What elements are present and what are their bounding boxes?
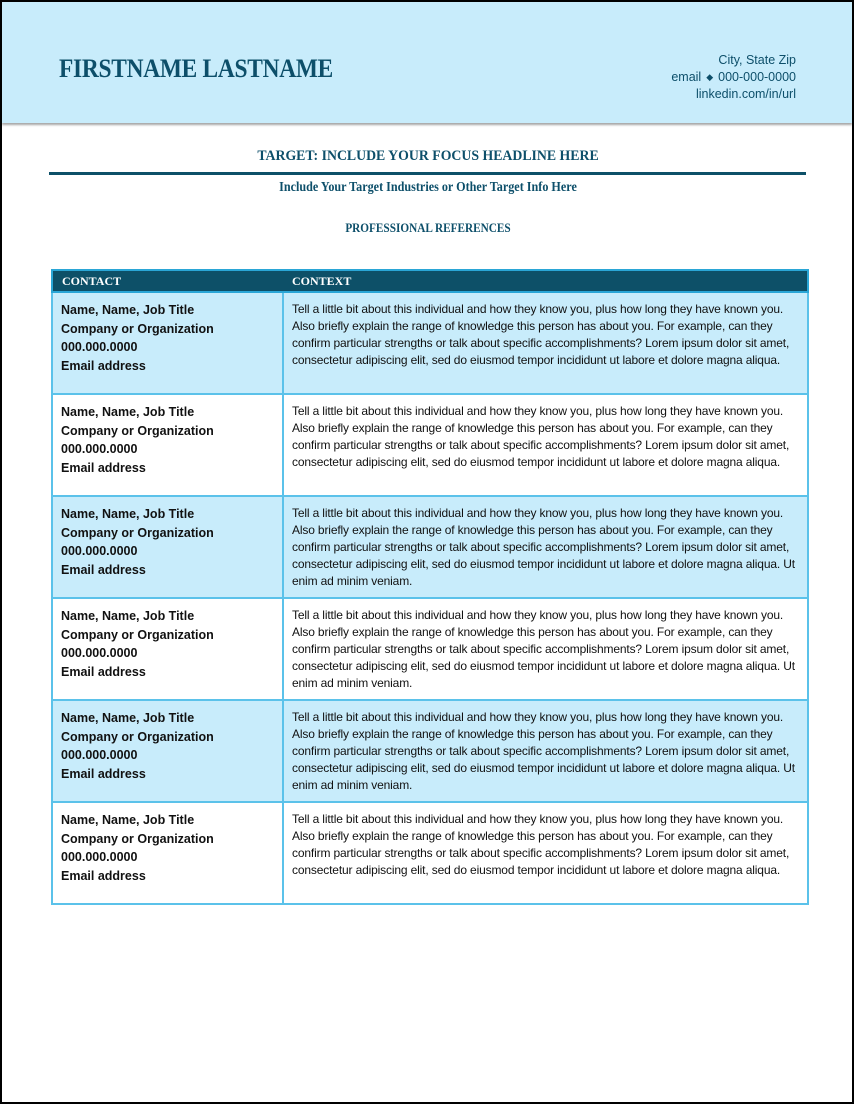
context-cell: Tell a little bit about this individual and how they know you, plus how long they have known you. Also briefly explain the range of knowledge this person has about you. For example, can they confirm particular strengths or talk about specific accomplishments? Lorem ipsum dolor sit amet, consectetur adipiscing elit, sed do eiusmod tempor incididunt ut labore et dolore magna aliqua. bbox=[283, 394, 808, 496]
reference-name: Name, Name, Job Title bbox=[61, 609, 195, 623]
contact-cell bbox=[52, 394, 283, 496]
reference-name: Name, Name, Job Title bbox=[61, 303, 195, 317]
context-cell: Tell a little bit about this individual and how they know you, plus how long they have known you. Also briefly explain the range of knowledge this person has about you. For example, can they confirm particular strengths or talk about specific accomplishments? Lorem ipsum dolor sit amet, consectetur adipiscing elit, sed do eiusmod tempor incididunt ut labore et dolore magna aliqua. Ut enim ad minim veniam. bbox=[283, 496, 808, 598]
table-row bbox=[52, 802, 808, 904]
reference-email[interactable]: Email address bbox=[61, 868, 146, 883]
table-row bbox=[52, 700, 808, 802]
reference-email[interactable]: Email address bbox=[61, 562, 146, 577]
contact-cell bbox=[52, 598, 283, 700]
reference-phone: 000.000.0000 bbox=[61, 850, 138, 864]
contact-cell bbox=[52, 292, 283, 394]
reference-company: Company or Organization bbox=[61, 525, 214, 540]
column-header-context: CONTEXT bbox=[283, 270, 808, 292]
reference-name: Name, Name, Job Title bbox=[61, 507, 195, 521]
table-row bbox=[52, 598, 808, 700]
reference-name: Name, Name, Job Title bbox=[61, 711, 195, 725]
city-state-zip: City, State Zip bbox=[718, 53, 796, 67]
column-header-contact: CONTACT bbox=[52, 270, 283, 292]
contact-cell bbox=[52, 700, 283, 802]
reference-phone: 000.000.0000 bbox=[61, 442, 138, 456]
reference-email[interactable]: Email address bbox=[61, 358, 146, 373]
reference-company: Company or Organization bbox=[61, 729, 214, 744]
table-row bbox=[52, 292, 808, 394]
reference-email[interactable]: Email address bbox=[61, 766, 146, 781]
diamond-bullet-icon: ◆ bbox=[706, 72, 714, 82]
reference-company: Company or Organization bbox=[61, 627, 214, 642]
reference-name: Name, Name, Job Title bbox=[61, 405, 195, 419]
reference-phone: 000.000.0000 bbox=[61, 340, 138, 354]
email-link[interactable]: email bbox=[671, 70, 702, 84]
table-header-row bbox=[52, 270, 808, 292]
reference-phone: 000.000.0000 bbox=[61, 544, 138, 558]
reference-company: Company or Organization bbox=[61, 831, 214, 846]
target-subheadline: Include Your Target Industries or Other Target Info Here bbox=[279, 179, 577, 194]
phone-number: 000-000-0000 bbox=[718, 70, 796, 84]
header-banner bbox=[2, 2, 852, 123]
context-cell: Tell a little bit about this individual and how they know you, plus how long they have known you. Also briefly explain the range of knowledge this person has about you. For example, can they confirm particular strengths or talk about specific accomplishments? Lorem ipsum dolor sit amet, consectetur adipiscing elit, sed do eiusmod tempor incididunt ut labore et dolore magna aliqua. Ut enim ad minim veniam. bbox=[283, 598, 808, 700]
reference-email[interactable]: Email address bbox=[61, 664, 146, 679]
section-title: PROFESSIONAL REFERENCES bbox=[345, 221, 511, 235]
contact-cell bbox=[52, 802, 283, 904]
reference-phone: 000.000.0000 bbox=[61, 748, 138, 762]
candidate-name: FIRSTNAME LASTNAME bbox=[59, 54, 334, 83]
target-headline: TARGET: INCLUDE YOUR FOCUS HEADLINE HERE bbox=[257, 148, 599, 164]
contact-info bbox=[671, 52, 796, 103]
reference-company: Company or Organization bbox=[61, 423, 214, 438]
headline-divider bbox=[49, 172, 806, 175]
reference-company: Company or Organization bbox=[61, 321, 214, 336]
email-phone-line bbox=[671, 69, 796, 86]
table-row bbox=[52, 496, 808, 598]
table-row bbox=[52, 394, 808, 496]
reference-name: Name, Name, Job Title bbox=[61, 813, 195, 827]
reference-email[interactable]: Email address bbox=[61, 460, 146, 475]
context-cell: Tell a little bit about this individual and how they know you, plus how long they have known you. Also briefly explain the range of knowledge this person has about you. For example, can they confirm particular strengths or talk about specific accomplishments? Lorem ipsum dolor sit amet, consectetur adipiscing elit, sed do eiusmod tempor incididunt ut labore et dolore magna aliqua. bbox=[283, 802, 808, 904]
references-table bbox=[51, 269, 809, 905]
contact-cell bbox=[52, 496, 283, 598]
reference-phone: 000.000.0000 bbox=[61, 646, 138, 660]
context-cell: Tell a little bit about this individual and how they know you, plus how long they have known you. Also briefly explain the range of knowledge this person has about you. For example, can they confirm particular strengths or talk about specific accomplishments? Lorem ipsum dolor sit amet, consectetur adipiscing elit, sed do eiusmod tempor incididunt ut labore et dolore magna aliqua. bbox=[283, 292, 808, 394]
linkedin-link[interactable]: linkedin.com/in/url bbox=[695, 87, 796, 101]
context-cell: Tell a little bit about this individual and how they know you, plus how long they have known you. Also briefly explain the range of knowledge this person has about you. For example, can they confirm particular strengths or talk about specific accomplishments? Lorem ipsum dolor sit amet, consectetur adipiscing elit, sed do eiusmod tempor incididunt ut labore et dolore magna aliqua. Ut enim ad minim veniam. bbox=[283, 700, 808, 802]
